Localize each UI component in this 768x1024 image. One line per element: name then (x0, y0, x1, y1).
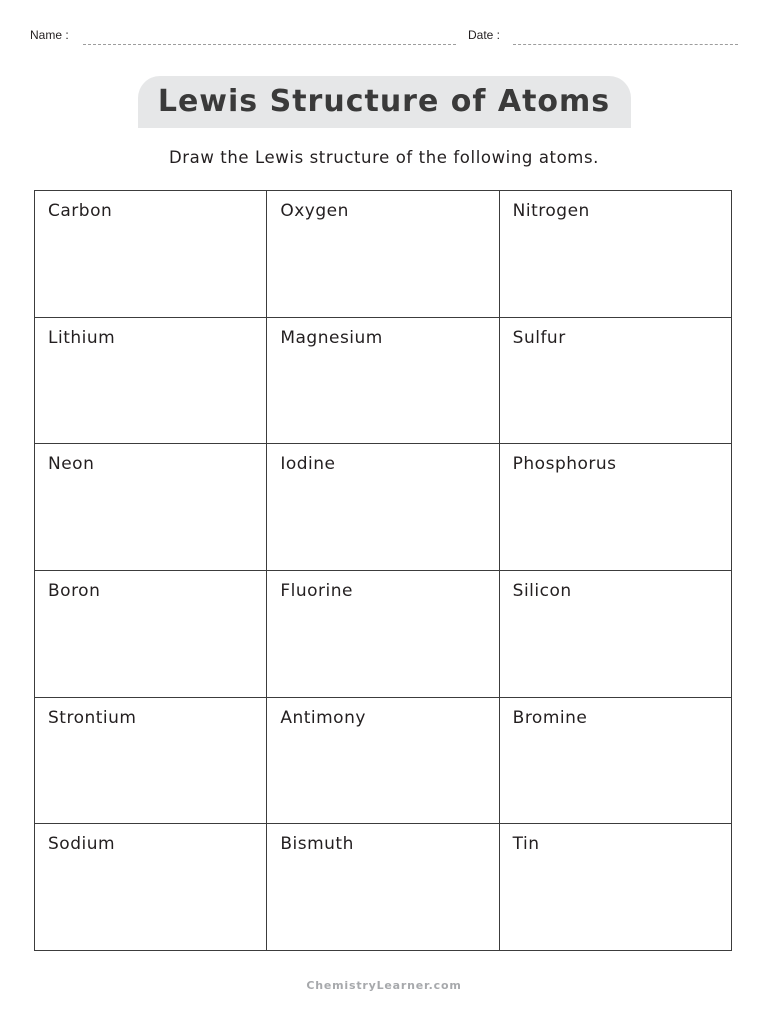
grid-row (35, 317, 732, 444)
header-row (30, 28, 738, 48)
atom-cell[interactable]: Nitrogen (499, 191, 731, 318)
instructions: Draw the Lewis structure of the following atoms. (168, 148, 600, 167)
grid-row (35, 697, 732, 824)
atom-grid (34, 190, 732, 951)
footer-brand: ChemistryLearner.com (306, 979, 462, 992)
page-title: Lewis Structure of Atoms (157, 84, 611, 119)
date-label: Date : (468, 28, 501, 42)
atom-cell[interactable]: Strontium (35, 697, 267, 824)
name-label: Name : (30, 28, 69, 42)
name-field[interactable] (83, 44, 456, 45)
atom-cell[interactable]: Antimony (267, 697, 499, 824)
atom-cell[interactable]: Tin (499, 824, 731, 951)
atom-cell[interactable]: Sodium (35, 824, 267, 951)
grid-row (35, 570, 732, 697)
atom-cell[interactable]: Neon (35, 444, 267, 571)
grid-row (35, 444, 732, 571)
atom-cell[interactable]: Iodine (267, 444, 499, 571)
atom-cell[interactable]: Silicon (499, 570, 731, 697)
atom-cell[interactable]: Phosphorus (499, 444, 731, 571)
atom-cell[interactable]: Lithium (35, 317, 267, 444)
atom-cell[interactable]: Oxygen (267, 191, 499, 318)
atom-cell[interactable]: Magnesium (267, 317, 499, 444)
atom-cell[interactable]: Boron (35, 570, 267, 697)
date-field[interactable] (513, 44, 738, 45)
atom-cell[interactable]: Fluorine (267, 570, 499, 697)
grid-row (35, 191, 732, 318)
atom-cell[interactable]: Bromine (499, 697, 731, 824)
atom-cell[interactable]: Carbon (35, 191, 267, 318)
grid-row (35, 824, 732, 951)
atom-cell[interactable]: Sulfur (499, 317, 731, 444)
atom-cell[interactable]: Bismuth (267, 824, 499, 951)
